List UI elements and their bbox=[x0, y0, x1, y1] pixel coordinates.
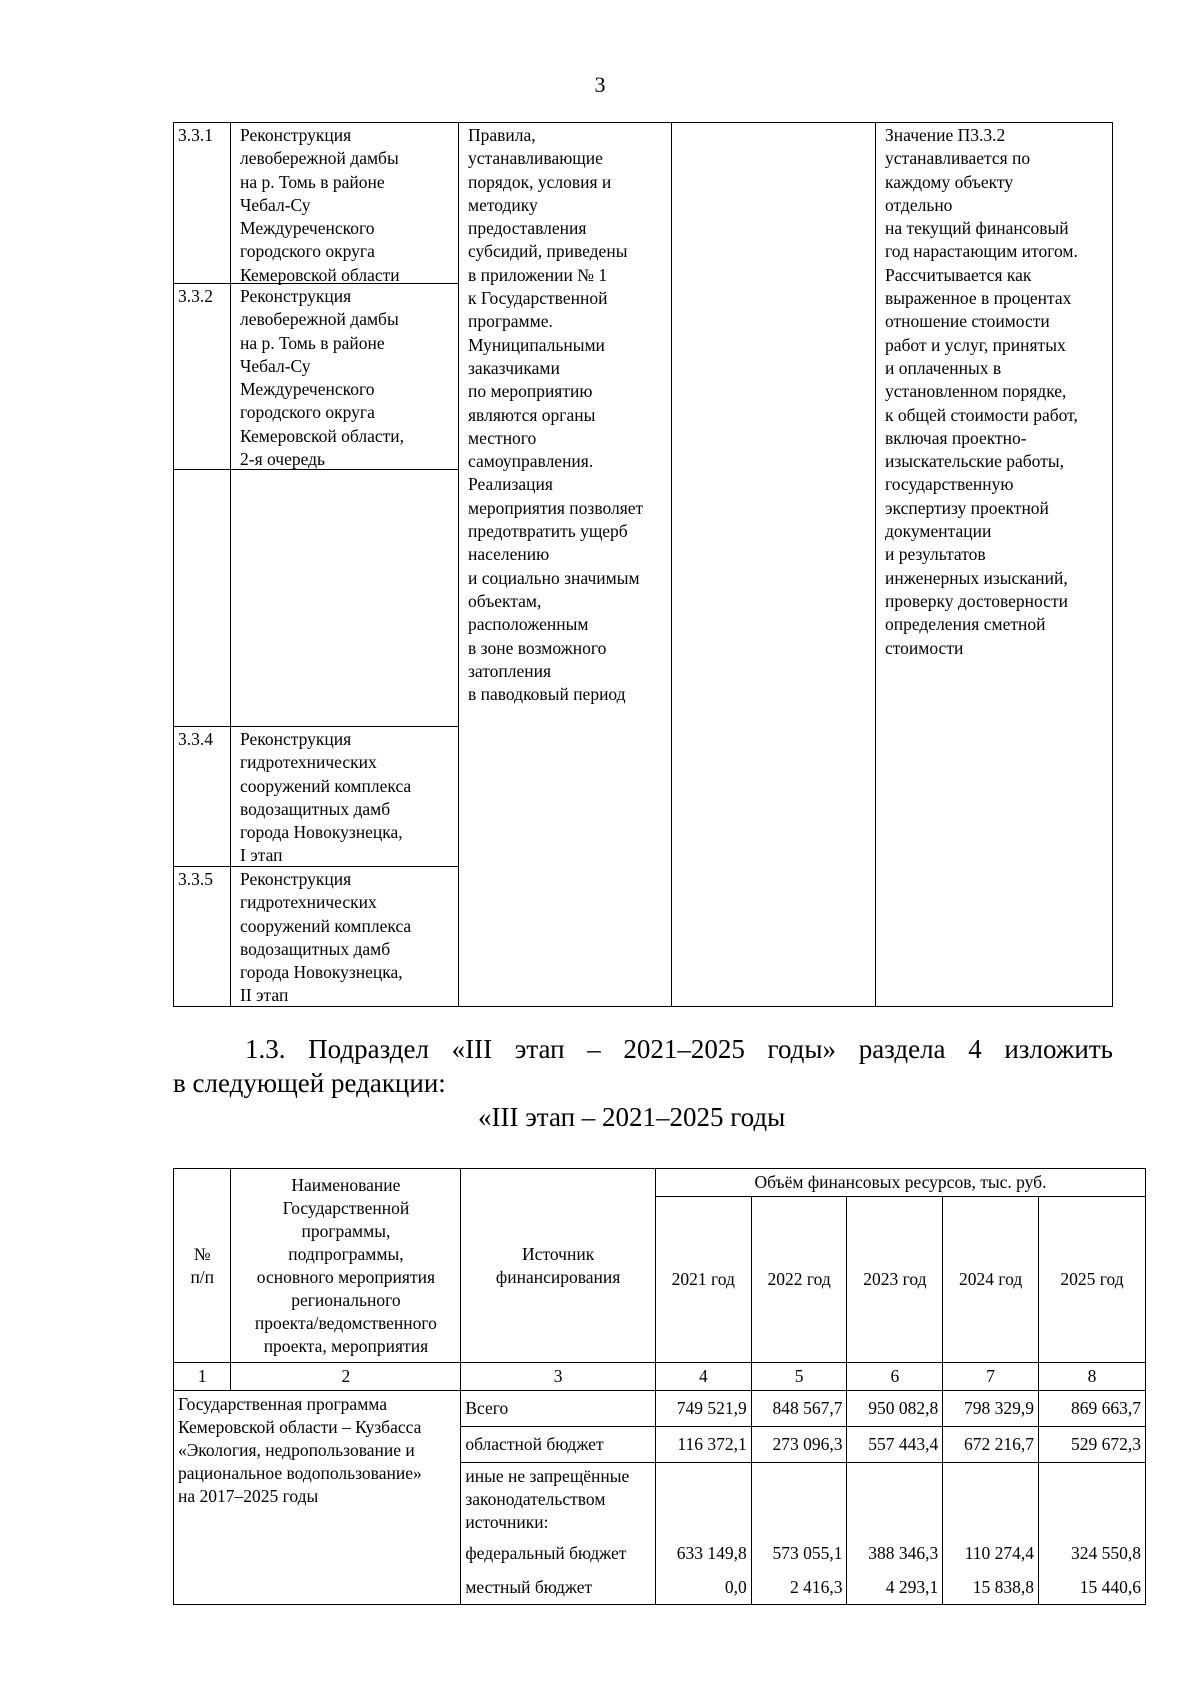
value-cell: 15 440,6 bbox=[1039, 1571, 1146, 1605]
value-cell: 4 293,1 bbox=[847, 1571, 943, 1605]
value-cell: 798 329,9 bbox=[943, 1391, 1039, 1427]
header-volume: Объём финансовых ресурсов, тыс. руб. bbox=[655, 1169, 1145, 1197]
source-label: местный бюджет bbox=[461, 1571, 656, 1605]
value-cell: 672 216,7 bbox=[943, 1427, 1039, 1463]
value-cell: 573 055,1 bbox=[751, 1537, 847, 1571]
header-year: 2025 год bbox=[1039, 1197, 1146, 1363]
value-cell: 529 672,3 bbox=[1039, 1427, 1146, 1463]
header-name: Наименование Государственной программы, подпрограммы, основного мероприятия регионального проекта/ведомственного проекта, мероприятия bbox=[231, 1169, 461, 1363]
column-number: 1 bbox=[174, 1363, 231, 1391]
column-number: 2 bbox=[231, 1363, 461, 1391]
row-number: 3.3.1 bbox=[178, 125, 213, 145]
rules-text: Правила, устанавливающие порядок, условия и методику предоставления субсидий, приведены в приложении № 1 к Государственной программе. Муниципальными заказчиками по мероприятию являются органы местного самоуправления. Реализация мероприятия позволяет предотвратить ущерб населению и социально значимым объектам, расположенным в зоне возможного затопления в паводковый период bbox=[468, 125, 644, 705]
header-number: № п/п bbox=[174, 1169, 231, 1363]
section-heading: «III этап – 2021–2025 годы bbox=[478, 1102, 786, 1132]
measure-name: Реконструкция левобережной дамбы на р. Томь в районе Чебал-Су Междуреченского городского округа Кемеровской области, 2-я очередь bbox=[240, 286, 405, 470]
financing-table bbox=[173, 1168, 1146, 1605]
header-year: 2023 год bbox=[847, 1197, 943, 1363]
paragraph-line1: 1.3. Подраздел «III этап – 2021–2025 годы» раздела 4 изложить bbox=[245, 1034, 1113, 1064]
measure-name: Реконструкция левобережной дамбы на р. Томь в районе Чебал-Су Междуреченского городского округа Кемеровской области bbox=[240, 125, 400, 285]
column-number: 3 bbox=[461, 1363, 656, 1391]
paragraph-line2: в следующей редакции: bbox=[173, 1068, 446, 1098]
page-number: 3 bbox=[594, 72, 606, 97]
header-year: 2022 год bbox=[751, 1197, 847, 1363]
header-year: 2024 год bbox=[943, 1197, 1039, 1363]
header-year: 2021 год bbox=[655, 1197, 751, 1363]
value-cell: 0,0 bbox=[655, 1571, 751, 1605]
source-label: федеральный бюджет bbox=[461, 1537, 656, 1571]
indicator-text: Значение П3.3.2 устанавливается по каждому объекту отдельно на текущий финансовый год нарастающим итогом. Рассчитывается как выраженное в процентах отношение стоимости работ и услуг, принятых и оплаченных в установленном порядке, к общей стоимости работ, включая проектно- изыскательские работы, государственную экспертизу проектной документации и результатов инженерных изысканий, проверку достоверности определения сметной стоимости bbox=[885, 125, 1078, 658]
value-cell: 388 346,3 bbox=[847, 1537, 943, 1571]
value-cell: 273 096,3 bbox=[751, 1427, 847, 1463]
measure-name: Реконструкция гидротехнических сооружений комплекса водозащитных дамб города Новокузнецка, II этап bbox=[240, 869, 412, 1006]
other-sources-label: иные не запрещённые законодательством источники: bbox=[461, 1463, 656, 1537]
source-label: Всего bbox=[461, 1391, 656, 1427]
row-number: 3.3.5 bbox=[178, 869, 213, 889]
value-cell: 2 416,3 bbox=[751, 1571, 847, 1605]
column-number: 6 bbox=[847, 1363, 943, 1391]
column-number: 7 bbox=[943, 1363, 1039, 1391]
value-cell: 324 550,8 bbox=[1039, 1537, 1146, 1571]
value-cell: 869 663,7 bbox=[1039, 1391, 1146, 1427]
source-label: областной бюджет bbox=[461, 1427, 656, 1463]
value-cell: 110 274,4 bbox=[943, 1537, 1039, 1571]
value-cell: 557 443,4 bbox=[847, 1427, 943, 1463]
column-number: 4 bbox=[655, 1363, 751, 1391]
header-source: Источник финансирования bbox=[461, 1169, 656, 1363]
value-cell: 15 838,8 bbox=[943, 1571, 1039, 1605]
value-cell: 116 372,1 bbox=[655, 1427, 751, 1463]
value-cell: 633 149,8 bbox=[655, 1537, 751, 1571]
value-cell: 848 567,7 bbox=[751, 1391, 847, 1427]
value-cell: 950 082,8 bbox=[847, 1391, 943, 1427]
row-number: 3.3.4 bbox=[178, 729, 213, 749]
column-number: 5 bbox=[751, 1363, 847, 1391]
value-cell: 749 521,9 bbox=[655, 1391, 751, 1427]
column-number: 8 bbox=[1039, 1363, 1146, 1391]
program-name: Государственная программа Кемеровской области – Кузбасса «Экология, недропользование и рациональное водопользование» на 2017–2025 годы bbox=[174, 1391, 461, 1605]
measure-name: Реконструкция гидротехнических сооружений комплекса водозащитных дамб города Новокузнецка, I этап bbox=[240, 729, 412, 866]
row-number: 3.3.2 bbox=[178, 286, 213, 306]
